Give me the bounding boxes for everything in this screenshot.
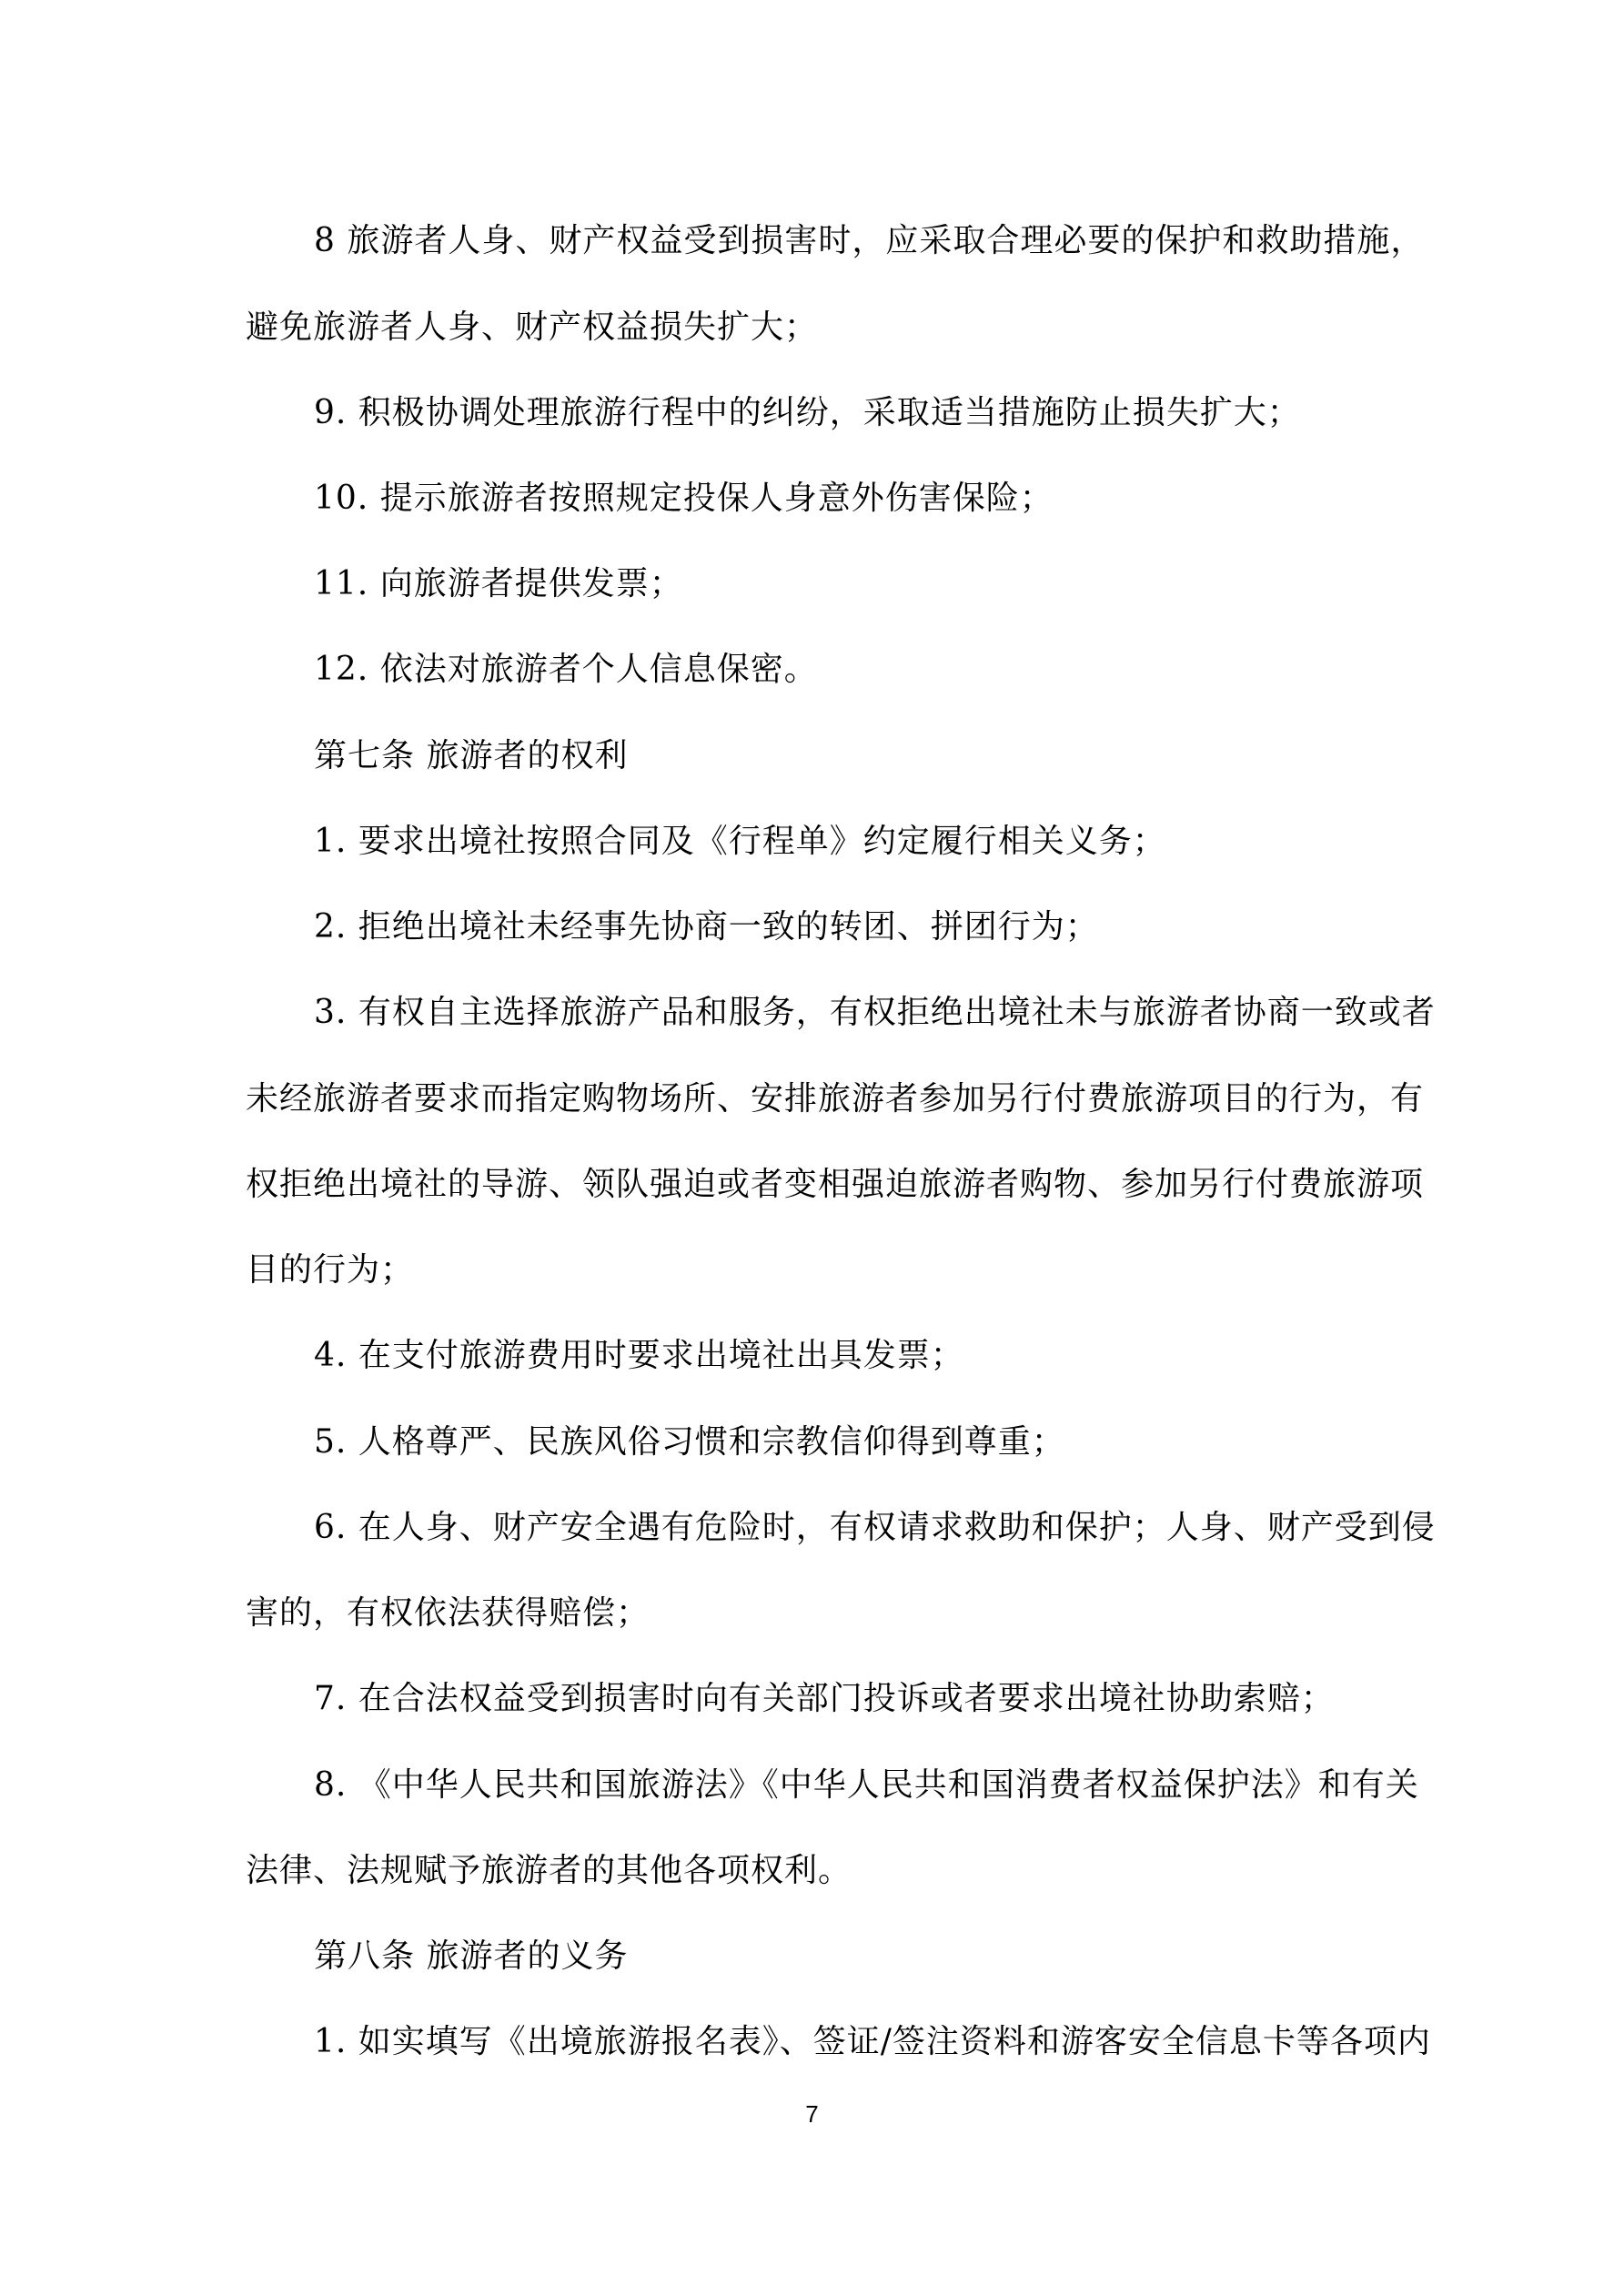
section-heading: 第七条 旅游者的权利 <box>314 737 629 774</box>
paragraph-line: 11. 向旅游者提供发票； <box>314 565 683 602</box>
paragraph-line: 2. 拒绝出境社未经事先协商一致的转团、拼团行为； <box>314 908 1099 946</box>
section-heading: 第八条 旅游者的义务 <box>314 1937 629 1975</box>
paragraph-line: 未经旅游者要求而指定购物场所、安排旅游者参加另行付费旅游项目的行为，有 <box>246 1080 1425 1118</box>
paragraph-line: 12. 依法对旅游者个人信息保密。 <box>314 651 818 688</box>
paragraph-line: 1. 如实填写《出境旅游报名表》、签证/签注资料和游客安全信息卡等各项内 <box>314 2023 1431 2060</box>
paragraph-line: 权拒绝出境社的导游、领队强迫或者变相强迫旅游者购物、参加另行付费旅游项 <box>246 1166 1425 1203</box>
paragraph-line: 8. 《中华人民共和国旅游法》《中华人民共和国消费者权益保护法》和有关 <box>314 1766 1419 1804</box>
paragraph-line: 害的，有权依法获得赔偿； <box>246 1594 651 1632</box>
paragraph-line: 避免旅游者人身、财产权益损失扩大； <box>246 308 819 346</box>
paragraph-line: 7. 在合法权益受到损害时向有关部门投诉或者要求出境社协助索赔； <box>314 1680 1335 1717</box>
page-number: 7 <box>805 2100 819 2128</box>
paragraph-line: 6. 在人身、财产安全遇有危险时，有权请求救助和保护；人身、财产受到侵 <box>314 1509 1436 1546</box>
paragraph-line: 3. 有权自主选择旅游产品和服务，有权拒绝出境社未与旅游者协商一致或者 <box>314 994 1436 1031</box>
paragraph-line: 目的行为； <box>246 1251 415 1289</box>
paragraph-line: 5. 人格尊严、民族风俗习惯和宗教信仰得到尊重； <box>314 1423 1065 1461</box>
paragraph-line: 10. 提示旅游者按照规定投保人身意外伤害保险； <box>314 480 1054 517</box>
paragraph-line: 8 旅游者人身、财产权益受到损害时，应采取合理必要的保护和救助措施， <box>314 222 1425 259</box>
paragraph-line: 4. 在支付旅游费用时要求出境社出具发票； <box>314 1337 964 1374</box>
paragraph-line: 法律、法规赋予旅游者的其他各项权利。 <box>246 1852 852 1889</box>
paragraph-line: 9. 积极协调处理旅游行程中的纠纷，采取适当措施防止损失扩大； <box>314 394 1301 431</box>
paragraph-line: 1. 要求出境社按照合同及《行程单》约定履行相关义务； <box>314 823 1166 860</box>
